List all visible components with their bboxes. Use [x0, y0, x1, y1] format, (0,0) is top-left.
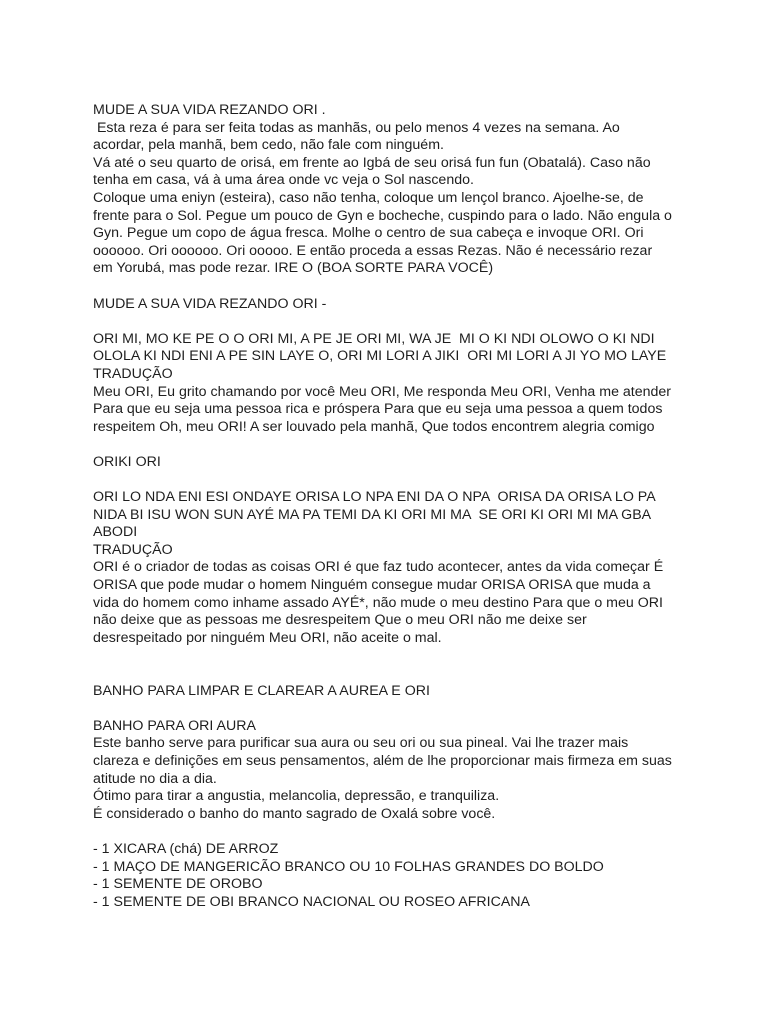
paragraph-line: em Yorubá, mas pode rezar. IRE O (BOA SORTE PARA VOCÊ) — [93, 260, 494, 277]
blank-line — [93, 823, 693, 841]
paragraph-line: acordar, pela manhã, bem cedo, não fale com ninguém. — [93, 137, 444, 154]
document-page — [93, 102, 693, 911]
translation-heading: TRADUÇÃO — [93, 541, 173, 558]
paragraph-line: Gyn. Pegue um copo de água fresca. Molhe o centro de sua cabeça e invoque ORI. Ori — [93, 225, 644, 242]
translation-heading: TRADUÇÃO — [93, 365, 173, 382]
paragraph-line: Vá até o seu quarto de orisá, em frente ao Igbá de seu orisá fun fun (Obatalá). Caso não — [93, 154, 651, 171]
translation-line: Meu ORI, Eu grito chamando por você Meu ORI, Me responda Meu ORI, Venha me atender — [93, 383, 672, 400]
translation-line: ORISA que pode mudar o homem Ninguém consegue mudar ORISA ORISA que muda a — [93, 577, 651, 594]
paragraph-line: tenha em casa, vá à uma área onde vc veja o Sol nascendo. — [93, 172, 474, 189]
paragraph-line: Esta reza é para ser feita todas as manhãs, ou pelo menos 4 vezes na semana. Ao — [93, 119, 620, 136]
blank-line — [93, 313, 693, 331]
blank-line — [93, 278, 693, 296]
translation-line: não deixe que as pessoas me desrespeitem Que o meu ORI não me deixe ser — [93, 612, 587, 629]
translation-line: ORI é o criador de todas as coisas ORI é que faz tudo acontecer, antes da vida começar É — [93, 559, 664, 576]
translation-line: Para que eu seja uma pessoa rica e próspera Para que eu seja uma pessoa a quem todos — [93, 401, 663, 418]
blank-line — [93, 700, 693, 718]
prayer-line: ORI LO NDA ENI ESI ONDAYE ORISA LO NPA ENI DA O NPA ORISA DA ORISA LO PA — [93, 489, 656, 506]
blank-line — [93, 665, 693, 683]
blank-line — [93, 436, 693, 454]
translation-line: desrespeitado por ninguém Meu ORI, não aceite o mal. — [93, 629, 442, 646]
section-title-oriki-ori: ORIKI ORI — [93, 453, 161, 470]
blank-line — [93, 647, 693, 665]
paragraph-line: Coloque uma eniyn (esteira), caso não tenha, coloque um lençol branco. Ajoelhe-se, de — [93, 189, 644, 206]
paragraph-line: Este banho serve para purificar sua aura ou seu ori ou sua pineal. Vai lhe trazer mais — [93, 735, 629, 752]
ingredient-item: - 1 XICARA (chá) DE ARROZ — [93, 840, 279, 857]
section-title-banho-limpar: BANHO PARA LIMPAR E CLAREAR A AUREA E ORI — [93, 682, 430, 699]
ingredient-item: - 1 MAÇO DE MANGERICÃO BRANCO OU 10 FOLHAS GRANDES DO BOLDO — [93, 858, 604, 875]
paragraph-line: É considerado o banho do manto sagrado de Oxalá sobre você. — [93, 805, 496, 822]
ingredient-item: - 1 SEMENTE DE OROBO — [93, 876, 263, 893]
translation-line: vida do homem como inhame assado AYÉ*, não mude o meu destino Para que o meu ORI — [93, 594, 663, 611]
section-title-mude-a-sua-vida-2: MUDE A SUA VIDA REZANDO ORI - — [93, 295, 327, 312]
prayer-line: NIDA BI ISU WON SUN AYÉ MA PA TEMI DA KI ORI MI MA SE ORI KI ORI MI MA GBA — [93, 506, 652, 523]
prayer-line: ORI MI, MO KE PE O O ORI MI, A PE JE ORI MI, WA JE MI O KI NDI OLOWO O KI NDI — [93, 330, 655, 347]
translation-line: respeitem Oh, meu ORI! A ser louvado pela manhã, Que todos encontrem alegria comigo — [93, 418, 655, 435]
prayer-line: ABODI — [93, 524, 138, 541]
paragraph-line: Ótimo para tirar a angustia, melancolia, depressão, e tranquiliza. — [93, 788, 500, 805]
section-title-banho-ori-aura: BANHO PARA ORI AURA — [93, 717, 256, 734]
ingredient-item: - 1 SEMENTE DE OBI BRANCO NACIONAL OU ROSEO AFRICANA — [93, 893, 530, 910]
paragraph-line: frente para o Sol. Pegue um pouco de Gyn e bocheche, cuspindo para o lado. Não engula o — [93, 207, 672, 224]
paragraph-line: atitude no dia a dia. — [93, 770, 217, 787]
blank-line — [93, 471, 693, 489]
prayer-line: OLOLA KI NDI ENI A PE SIN LAYE O, ORI MI LORI A JIKI ORI MI LORI A JI YO MO LAYE — [93, 348, 667, 365]
section-title-mude-a-sua-vida: MUDE A SUA VIDA REZANDO ORI . — [93, 102, 326, 118]
paragraph-line: clareza e definições em seus pensamentos, além de lhe proporcionar mais firmeza em suas — [93, 752, 672, 769]
paragraph-line: oooooo. Ori oooooo. Ori ooooo. E então proceda a essas Rezas. Não é necessário rezar — [93, 242, 653, 259]
